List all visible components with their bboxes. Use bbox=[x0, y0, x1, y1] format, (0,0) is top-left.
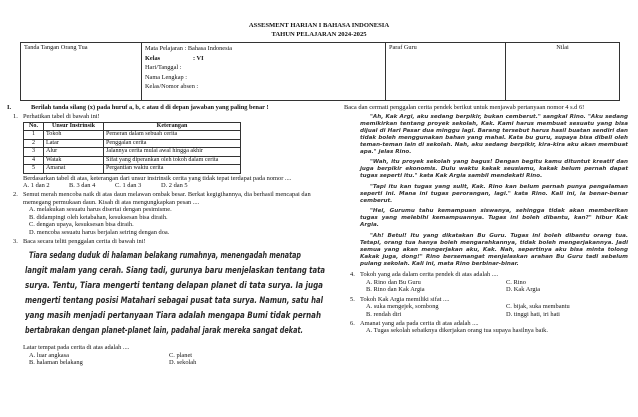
table-row: 2 Latar Penggalan cerita bbox=[24, 139, 241, 148]
option-d[interactable]: D. mencoba sesuatu harus berjalan seiring dengan doa. bbox=[29, 228, 170, 236]
option-a[interactable]: A. Rino dan Bu Guru bbox=[366, 278, 421, 286]
story-paragraph: "Tapi itu kan tugas yang sulit, Kak. Rino kan belum pernah punya pengalaman seperti ini. Mana ini tugas perorangan, lagi." kata Rino. Kali ini, ia benar-benar cemberut. bbox=[360, 183, 628, 204]
option-a[interactable]: A. 1 dan 2 bbox=[23, 182, 50, 190]
option-d[interactable]: D. Kak Argia bbox=[506, 286, 541, 294]
question-4-options bbox=[344, 279, 628, 294]
identity-table bbox=[20, 42, 620, 101]
question-2-options bbox=[7, 206, 329, 236]
section-instruction: I. Berilah tanda silang (x) pada huruf a, b, c atau d di depan jawaban yang paling benar ! bbox=[7, 104, 269, 111]
option-d[interactable]: D. sekolah bbox=[169, 359, 197, 367]
question-5: 5. Tokoh Kak Argia memiliki sifat .... bbox=[350, 295, 450, 303]
story-paragraph: "Ah! Betul! Itu yang dikatakan Bu Guru. Tugas ini boleh dibantu orang tua. Tetapi, orang tua hanya boleh mengarahkannya, tidak boleh mengerjakannya. Jadi semua yang akan mengerjakan aku, Kak. Nah, sepertinya aku bisa minta tolong Kakak juga, dong!" Rino bersemangat menjelaskan arahan Bu Guru tadi sebelum pulang sekolah. Kali ini, mata Rino berbinar-binar. bbox=[360, 232, 628, 268]
option-a[interactable]: A. suka mengejek, sombong bbox=[366, 303, 439, 311]
story-paragraph: "Hei, Gurumu tahu kemampuan siswanya, sehingga tidak akan memberikan tugas yang melebihi kemampuannya. Tugas ini boleh dibantu, kan?" hibur Kak Argia. bbox=[360, 208, 628, 229]
option-b[interactable]: B. 3 dan 4 bbox=[69, 182, 96, 190]
question-6: 6. Amanat yang ada pada cerita di atas adalah .... bbox=[350, 319, 479, 327]
option-d[interactable]: D. tinggi hati, iri hati bbox=[506, 310, 560, 318]
student-info-cell bbox=[142, 43, 386, 101]
parent-signature-cell[interactable]: Tanda Tangan Orang Tua bbox=[21, 43, 142, 101]
option-b[interactable]: B. didampingi oleh ketabahan, kesuksesan bisa diraih. bbox=[29, 213, 168, 221]
question-4: 4. Tokoh yang ada dalam cerita pendek di atas adalah .... bbox=[350, 271, 499, 279]
subject-row: Mata Pelajaran : Bahasa Indonesia bbox=[145, 45, 233, 52]
question-6-options bbox=[344, 327, 628, 335]
handwritten-line: mengerti tentang posisi Matahari sebagai pusat tata surya. Namun, satu hal bbox=[25, 294, 324, 305]
story-passage bbox=[344, 114, 628, 269]
table-row: 5 Amanat Pergantian waktu cerita bbox=[24, 165, 241, 174]
option-c[interactable]: C. Rino bbox=[506, 278, 526, 286]
option-a[interactable]: A. melakukan sesuatu harus disertai dengan pesimisme. bbox=[29, 206, 172, 214]
story-paragraph: "Wah, itu proyek sekolah yang bagus! Dengan begitu kamu dituntut kreatif dan juga berpikir ekonomis. Dulu waktu kakak seusiamu, kakak belum pernah dapat tugas seperti itu." kata Kak Argia sambil mendekati Rino. bbox=[360, 159, 628, 180]
teacher-sign-cell[interactable]: Paraf Guru bbox=[386, 43, 506, 101]
question-3: 3. Baca secara teliti penggalan cerita di bawah ini! bbox=[13, 237, 146, 245]
question-5-options bbox=[344, 303, 628, 318]
question-3-options bbox=[7, 352, 329, 367]
page-title: ASSESMENT HARIAN I BAHASA INDONESIA bbox=[248, 22, 390, 29]
handwritten-line: yang masih menjadi pertanyaan Tiara adalah mengapa Bumi tidak pernah bbox=[25, 309, 322, 320]
handwritten-line: bertabrakan dengan planet-planet lain, padahal jarak mereka sangat dekat. bbox=[25, 324, 303, 335]
class-number-field[interactable]: Kelas/Nomor absen : bbox=[145, 83, 199, 91]
table-row: 3 Alur Jalannya cerita mulai awal hingga akhir bbox=[24, 148, 241, 157]
class-row: Kelas : VI bbox=[145, 54, 204, 62]
handwritten-passage bbox=[25, 248, 327, 340]
option-a[interactable]: A. Tugas sekolah sebaiknya dikerjakan orang tua supaya hasilnya baik. bbox=[366, 327, 548, 335]
page-subtitle: TAHUN PELAJARAN 2024-2025 bbox=[271, 31, 367, 38]
right-column bbox=[344, 104, 628, 335]
intrinsic-elements-table: No. Unsur Instrinsik Keterangan 1 Tokoh Pemeran dalam sebuah cerita 2 Latar Penggalan cerita 3 Alur Jalannya cerita mulai awal hingga akhir 4 Watak Sifat yang diperankan oleh tokoh dalam cerita 5 Amanat Pergantian waktu cerita bbox=[23, 122, 241, 174]
day-date-field[interactable]: Hari/Tanggal : bbox=[145, 64, 182, 72]
question-1-prompt: Berdasarkan tabel di atas, keterangan dari unsur instrinsik cerita yang tidak tepat terdapat pada nomor .... bbox=[23, 174, 292, 182]
left-column bbox=[7, 104, 329, 367]
option-a[interactable]: A. luar angkasa bbox=[29, 351, 69, 359]
option-b[interactable]: B. halaman belakang bbox=[29, 359, 83, 367]
option-b[interactable]: B. Rino dan Kak Argia bbox=[366, 286, 425, 294]
story-instruction: Baca dan cermati penggalan cerita pendek berikut untuk menjawab pertanyaan nomor 4 s.d 6! bbox=[344, 104, 585, 111]
option-c[interactable]: C. dengan upaya, kesuksesan bisa diraih. bbox=[29, 221, 134, 229]
question-1-options bbox=[7, 182, 329, 190]
handwritten-line: Tiara sedang duduk di halaman belakang rumahnya, menengadah menatap bbox=[29, 249, 301, 260]
handwritten-line: langit malam yang cerah. Siang tadi, gurunya baru menjelaskan tentang tata bbox=[25, 264, 326, 275]
option-c[interactable]: C. 1 dan 3 bbox=[115, 182, 142, 190]
option-c[interactable]: C. planet bbox=[169, 351, 193, 359]
score-cell[interactable]: Nilai bbox=[506, 43, 620, 101]
question-3-prompt: Latar tempat pada cerita di atas adalah .... bbox=[23, 344, 130, 352]
option-c[interactable]: C. bijak, suka membantu bbox=[506, 303, 570, 311]
table-row: 4 Watak Sifat yang diperankan oleh tokoh dalam cerita bbox=[24, 156, 241, 165]
handwritten-line: surya. Tentu, Tiara mengerti tentang delapan planet di tata surya. Ia juga bbox=[25, 279, 324, 290]
option-d[interactable]: D. 2 dan 5 bbox=[161, 182, 188, 190]
table-row: 1 Tokoh Pemeran dalam sebuah cerita bbox=[24, 131, 241, 140]
question-2: 2. Semut merah mencoba naik di atas daun melawan ombak besar. Berkat kegigihannya, dia berhasil mencapai dan memegang permukaan daun. Kisah di atas mengungkapkan pesan .... bbox=[13, 191, 311, 206]
question-1: 1. Perhatikan tabel di bawah ini! bbox=[13, 113, 100, 121]
story-paragraph: "Ah, Kak Argi, aku sedang berpikir, bukan cemberut." sangkal Rino. "Aku sedang memikirkan tentang proyek sekolah, Kak. Kami harus membuat sesuatu yang bisa dijual di Hari Pasar dua minggu lagi. Barang tersebut harus hasil buatan sendiri dan tidak boleh menggunakan bahan yang mahal. Kata bu guru, supaya bisa dibeli oleh teman-teman lain di sekolah. Nah, aku sedang berpikir, kira-kira aku akan membuat apa." jelas Rino. bbox=[360, 113, 628, 156]
option-b[interactable]: B. rendah diri bbox=[366, 310, 402, 318]
full-name-field[interactable]: Nama Lengkap : bbox=[145, 73, 187, 81]
